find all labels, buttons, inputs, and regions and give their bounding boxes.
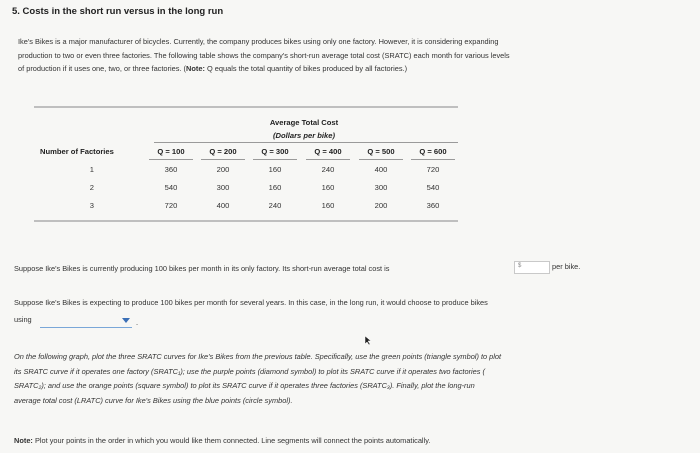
graph-instructions-line-4: average total cost (LRATC) curve for Ike's Bikes using the blue points (circle symbol). [14,395,293,405]
table-cell: 200 [374,201,388,210]
column-header: Q = 500 [367,147,395,156]
plot-note [14,436,430,445]
table-cell: 540 [426,183,440,192]
note-text: Plot your points in the order in which you would like them connected. Line segments will connect the points automatically. [32,436,431,445]
table-cell: 540 [164,183,178,192]
intro-line-2: production to two or even three factories. The following table shows the company's short-run average total cost (SRATC) each month for various levels [18,50,510,60]
column-header: Q = 100 [157,147,185,156]
intro-line-3 [18,62,658,76]
factory-count-dropdown[interactable] [40,318,132,328]
per-bike-suffix: per bike. [552,262,581,271]
graph-instructions [14,350,664,408]
srac-answer-input[interactable] [514,261,550,274]
graph-instructions-line-2: its SRATC curve if it operates one factory (SRATC₁); use the purple points (diamond symbol) to plot its SRATC curve if it operates two factories ( [14,366,485,376]
q2-line-2: using [14,314,32,324]
intro-line-1: Ike's Bikes is a major manufacturer of bicycles. Currently, the company produces bikes using only one factory. However, it is considering expanding [18,37,499,46]
table-cell: 720 [164,201,178,210]
table-cell: 400 [216,201,230,210]
column-underline [149,159,193,160]
row-label: 2 [89,183,94,192]
group-header-underline [154,142,458,143]
graph-instructions-line-3: SRATC₂); and use the orange points (square symbol) to plot its SRATC curve if it operates three factories (SRATC₃). Finally, plot the long-run [14,381,475,390]
column-header: Q = 600 [419,147,447,156]
intro-note-label: Note: [186,64,205,73]
table-cell: 360 [426,201,440,210]
q2-period: . [136,318,139,327]
column-underline [411,159,455,160]
table-cell: 720 [426,165,440,174]
row-header-number-of-factories: Number of Factories [40,147,114,156]
mouse-cursor-icon [364,335,372,345]
intro-line-3-start: of production if it uses one, two, or three factories. ( [18,64,187,73]
table-group-header [234,116,374,142]
note-label: Note: [14,436,33,445]
q2-line-1: Suppose Ike's Bikes is expecting to produce 100 bikes per month for several years. In this case, in the long run, it would choose to produce bikes [14,298,488,307]
table-cell: 400 [374,165,388,174]
graph-instructions-line-1: On the following graph, plot the three SRATC curves for Ike's Bikes from the previous table. Specifically, use the green points (triangle symbol) to plot [14,352,502,361]
column-underline [359,159,403,160]
q1-text: Suppose Ike's Bikes is currently producing 100 bikes per month in its only factory. Its short-run average total cost is [14,264,390,273]
question-title: 5. Costs in the short run versus in the long run [12,6,224,17]
table-cell: 240 [321,165,335,174]
column-header: Q = 300 [261,147,289,156]
table-cell: 160 [268,183,282,192]
table-cell: 160 [321,183,335,192]
table-group-title: Average Total Cost [269,118,339,127]
dollar-prefix: $ [518,263,522,269]
table-cell: 300 [216,183,230,192]
row-label: 1 [89,165,94,174]
column-header: Q = 400 [314,147,342,156]
table-group-subtitle: (Dollars per bike) [272,131,336,140]
row-label: 3 [89,201,94,210]
chevron-down-icon [122,318,130,323]
column-underline [306,159,350,160]
table-cell: 200 [216,165,230,174]
intro-paragraph [18,35,658,76]
table-bottom-rule [34,220,458,222]
column-underline [253,159,297,160]
table-cell: 160 [268,165,282,174]
table-cell: 360 [164,165,178,174]
table-top-rule [34,106,458,108]
table-cell: 160 [321,201,335,210]
table-cell: 240 [268,201,282,210]
table-cell: 300 [374,183,388,192]
column-header: Q = 200 [209,147,237,156]
intro-line-3-end: Q equals the total quantity of bikes produced by all factories.) [204,64,408,73]
column-underline [201,159,245,160]
